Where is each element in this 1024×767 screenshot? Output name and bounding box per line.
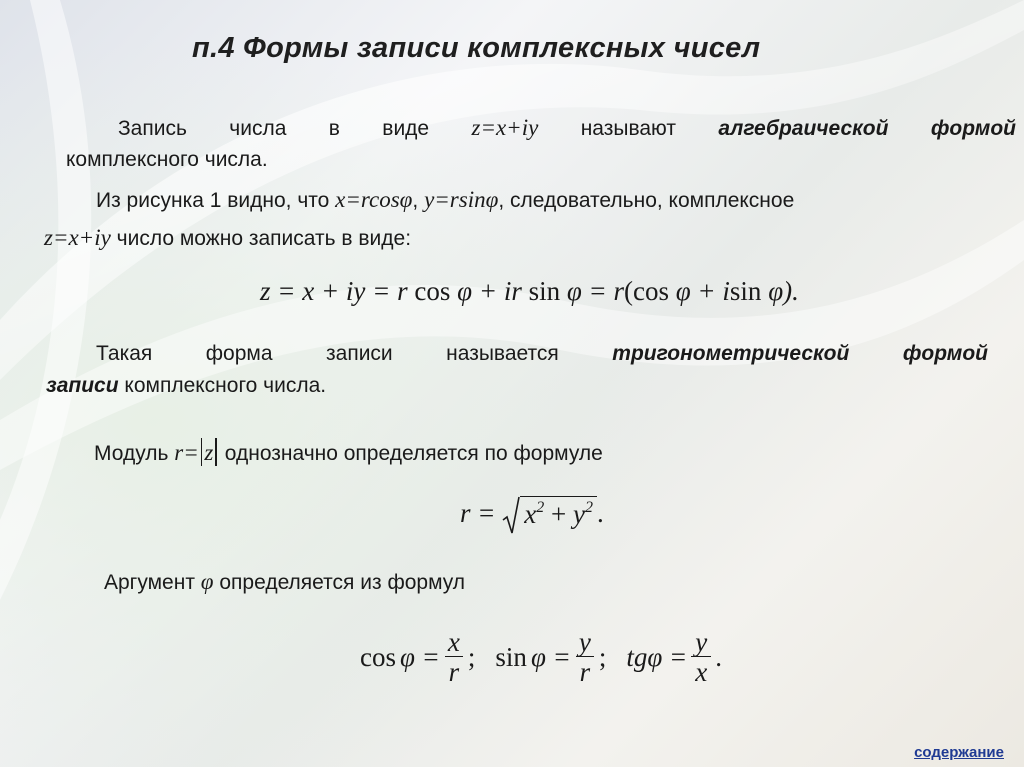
- term-trigonometric-form: тригонометрической формой: [612, 342, 988, 365]
- text: ,: [412, 189, 419, 212]
- abs-bar-left: [201, 438, 203, 466]
- paragraph-figure-line1: [96, 186, 794, 215]
- numerator: y: [578, 627, 591, 657]
- radical-sign-icon: [502, 496, 520, 536]
- text: , следовательно, комплексное: [498, 189, 795, 212]
- paragraph-algebraic-line2: комплексного числа.: [66, 148, 268, 171]
- text: Такая форма записи называется: [96, 342, 559, 365]
- radicand: [520, 496, 597, 536]
- math-part: φ = r: [566, 276, 625, 306]
- sqrt-radical: [502, 496, 597, 536]
- abs-bar-right: [215, 438, 217, 466]
- math-part: z = x + iy = r: [260, 276, 408, 306]
- math-part: y: [572, 499, 585, 529]
- text: Из рисунка 1 видно, что: [96, 189, 330, 212]
- text: Запись числа: [118, 117, 287, 140]
- text: называют: [580, 117, 676, 140]
- paragraph-figure-line2: [44, 224, 411, 253]
- math-inline: x=rcosφ: [335, 187, 413, 212]
- text: определяется из формул: [219, 571, 466, 594]
- numerator: x: [447, 627, 460, 657]
- math-part: φ + i: [675, 276, 730, 306]
- math-part: .: [715, 642, 723, 672]
- paragraph-trig-line1: [96, 340, 988, 368]
- math-part: x: [524, 499, 537, 529]
- math-inline: φ: [200, 569, 214, 594]
- math-part: .: [596, 498, 604, 529]
- math-inline: z=x+iy: [44, 225, 111, 250]
- paragraph-algebraic-line1: [118, 114, 1016, 143]
- contents-link[interactable]: содержание: [914, 744, 1004, 761]
- math-inline: r=: [174, 440, 199, 465]
- math-inline: z: [204, 440, 214, 465]
- math-part: sin: [528, 276, 561, 306]
- math-part: tgφ =: [626, 642, 688, 672]
- formula-argument: [360, 628, 722, 687]
- term-trigonometric-form-cont: записи: [46, 374, 119, 397]
- denominator: x: [691, 656, 711, 687]
- math-part: sin: [495, 642, 527, 672]
- paragraph-argument: [104, 568, 465, 597]
- paragraph-trig-line2: [46, 372, 326, 400]
- math-part: +: [544, 499, 573, 529]
- denominator: r: [576, 656, 595, 687]
- math-part: φ).: [768, 276, 799, 306]
- text: Модуль: [94, 442, 169, 465]
- formula-modulus: [460, 496, 604, 536]
- exponent: 2: [584, 499, 593, 516]
- fraction-cos: [444, 628, 464, 687]
- math-part: (cos: [624, 276, 669, 306]
- fraction-sin: [575, 628, 595, 687]
- term-algebraic-form: алгебраической формой: [718, 117, 1016, 140]
- math-part: ;: [598, 642, 607, 672]
- math-part: φ + ir: [457, 276, 522, 306]
- math-part: cos: [360, 642, 396, 672]
- math-part: φ =: [400, 642, 440, 672]
- paragraph-modulus: [94, 438, 603, 468]
- math-part: cos: [414, 276, 451, 306]
- math-part: φ =: [530, 642, 571, 672]
- math-part: ;: [467, 642, 476, 672]
- math-part: r =: [460, 498, 496, 529]
- numerator: y: [695, 627, 708, 657]
- text: в виде: [328, 117, 430, 140]
- text: комплексного числа.: [124, 374, 327, 397]
- math-inline: y=rsinφ: [424, 187, 499, 212]
- denominator: r: [445, 656, 464, 687]
- text: Аргумент: [104, 571, 195, 594]
- exponent: 2: [536, 499, 545, 516]
- math-inline: z=x+iy: [471, 115, 539, 140]
- text: число можно записать в виде:: [116, 227, 412, 250]
- formula-trigonometric: [260, 276, 799, 307]
- math-part: sin: [729, 276, 762, 306]
- fraction-tg: [691, 628, 711, 687]
- text: однозначно определяется по формуле: [224, 442, 603, 465]
- page-title: п.4 Формы записи комплексных чисел: [192, 32, 761, 64]
